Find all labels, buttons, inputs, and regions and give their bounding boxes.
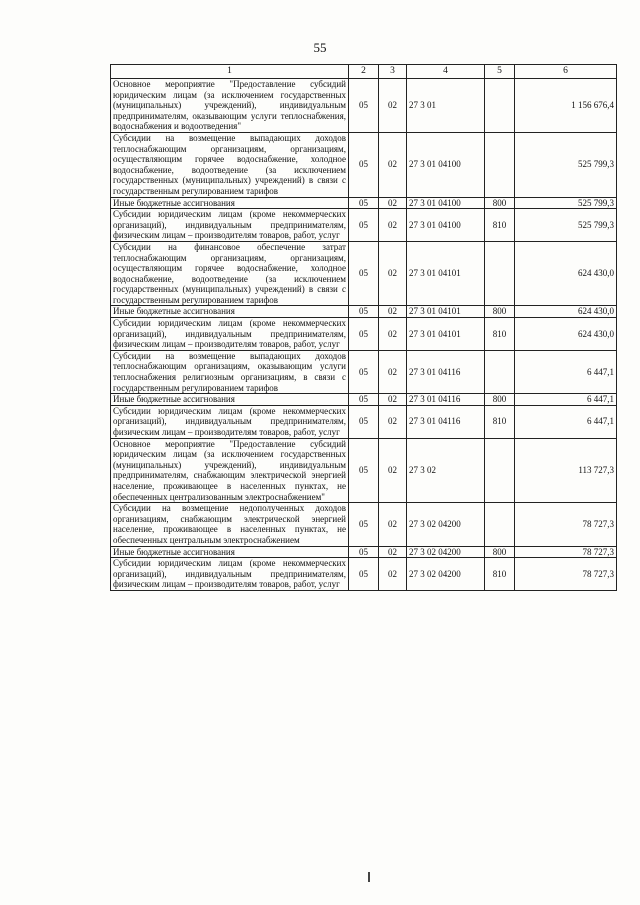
row-target-code: 27 3 02 04200 (407, 558, 485, 591)
row-amount: 624 430,0 (515, 306, 617, 318)
row-expense-type: 810 (485, 558, 515, 591)
row-target-code: 27 3 01 04100 (407, 132, 485, 197)
row-target-code: 27 3 01 04101 (407, 241, 485, 306)
row-amount: 525 799,3 (515, 197, 617, 209)
row-section: 05 (349, 197, 379, 209)
row-section: 05 (349, 546, 379, 558)
row-name: Субсидии на возмещение выпадающих доходов теплоснабжающим организациям, оказывающим услуги теплоснабжения религиозным организациям, в связи с государственным регулированием тарифов (111, 350, 349, 393)
table-row (111, 197, 617, 209)
header-col-6: 6 (515, 65, 617, 79)
row-name: Основное мероприятие "Предоставление субсидий юридическим лицам (за исключением государственных (муниципальных) учреждений), индивидуальным предпринимателям, оказывающим услуги теплоснабжения, водоснабжения и водоотведения" (111, 79, 349, 133)
row-amount: 78 727,3 (515, 546, 617, 558)
row-subsection: 02 (379, 132, 407, 197)
row-section: 05 (349, 438, 379, 503)
row-amount: 624 430,0 (515, 318, 617, 351)
header-col-5: 5 (485, 65, 515, 79)
row-target-code: 27 3 01 04116 (407, 350, 485, 393)
row-subsection: 02 (379, 79, 407, 133)
table-row (111, 503, 617, 546)
row-target-code: 27 3 01 04101 (407, 306, 485, 318)
row-section: 05 (349, 503, 379, 546)
row-name: Субсидии юридическим лицам (кроме некоммерческих организаций), индивидуальным предпринимателям, физическим лицам – производителям товаров, работ, услуг (111, 558, 349, 591)
row-name: Субсидии на возмещение недополученных доходов организациям, снабжающим электрической энергией население, проживающее в населенных пунктах, не обеспеченных центральным электроснабжением (111, 503, 349, 546)
table-header-row (111, 65, 617, 79)
row-target-code: 27 3 01 04101 (407, 318, 485, 351)
table-row (111, 209, 617, 242)
row-name: Основное мероприятие "Предоставление субсидий юридическим лицам (за исключением государственных (муниципальных) учреждений), индивидуальным предпринимателям, снабжающим электрической энергией население, проживающее в населенных пунктах, не обеспеченных централизованным электроснабжением" (111, 438, 349, 503)
row-expense-type: 800 (485, 197, 515, 209)
row-name: Иные бюджетные ассигнования (111, 394, 349, 406)
row-expense-type: 800 (485, 394, 515, 406)
row-name: Иные бюджетные ассигнования (111, 197, 349, 209)
row-amount: 6 447,1 (515, 350, 617, 393)
page-number: 55 (313, 40, 327, 55)
row-name: Субсидии юридическим лицам (кроме некоммерческих организаций), индивидуальным предпринимателям, физическим лицам – производителям товаров, работ, услуг (111, 405, 349, 438)
table-row (111, 350, 617, 393)
row-expense-type (485, 503, 515, 546)
row-target-code: 27 3 01 04100 (407, 209, 485, 242)
row-section: 05 (349, 405, 379, 438)
row-subsection: 02 (379, 350, 407, 393)
row-target-code: 27 3 01 04116 (407, 394, 485, 406)
row-subsection: 02 (379, 558, 407, 591)
row-expense-type (485, 438, 515, 503)
row-target-code: 27 3 02 (407, 438, 485, 503)
table-row (111, 546, 617, 558)
row-expense-type (485, 79, 515, 133)
row-section: 05 (349, 558, 379, 591)
table-row (111, 79, 617, 133)
table-row (111, 405, 617, 438)
row-target-code: 27 3 02 04200 (407, 546, 485, 558)
row-name: Субсидии юридическим лицам (кроме некоммерческих организаций), индивидуальным предпринимателям, физическим лицам – производителям товаров, работ, услуг (111, 209, 349, 242)
row-expense-type: 810 (485, 209, 515, 242)
row-amount: 78 727,3 (515, 503, 617, 546)
header-col-1: 1 (111, 65, 349, 79)
row-subsection: 02 (379, 318, 407, 351)
table-row (111, 558, 617, 591)
row-amount: 78 727,3 (515, 558, 617, 591)
row-subsection: 02 (379, 306, 407, 318)
table-row (111, 318, 617, 351)
table-row (111, 132, 617, 197)
scan-mark (368, 872, 370, 882)
row-target-code: 27 3 01 (407, 79, 485, 133)
row-subsection: 02 (379, 503, 407, 546)
row-section: 05 (349, 209, 379, 242)
row-subsection: 02 (379, 209, 407, 242)
row-subsection: 02 (379, 394, 407, 406)
row-amount: 525 799,3 (515, 132, 617, 197)
row-amount: 6 447,1 (515, 394, 617, 406)
row-expense-type (485, 241, 515, 306)
header-col-4: 4 (407, 65, 485, 79)
row-subsection: 02 (379, 241, 407, 306)
row-amount: 6 447,1 (515, 405, 617, 438)
table-row (111, 394, 617, 406)
row-name: Иные бюджетные ассигнования (111, 306, 349, 318)
row-section: 05 (349, 306, 379, 318)
table-row (111, 241, 617, 306)
row-expense-type: 810 (485, 318, 515, 351)
row-subsection: 02 (379, 405, 407, 438)
budget-table (110, 64, 617, 591)
row-amount: 1 156 676,4 (515, 79, 617, 133)
row-name: Иные бюджетные ассигнования (111, 546, 349, 558)
row-subsection: 02 (379, 197, 407, 209)
row-subsection: 02 (379, 438, 407, 503)
row-section: 05 (349, 132, 379, 197)
table-row (111, 306, 617, 318)
row-amount: 624 430,0 (515, 241, 617, 306)
row-subsection: 02 (379, 546, 407, 558)
row-name: Субсидии на финансовое обеспечение затрат теплоснабжающим организациям, организациям, осуществляющим горячее водоснабжение, холодное водоснабжение, водоотведение (за исключением государственных (муниципальных) учреждений) в связи с государственным регулированием тарифов (111, 241, 349, 306)
row-section: 05 (349, 394, 379, 406)
table-row (111, 438, 617, 503)
row-expense-type: 800 (485, 306, 515, 318)
row-target-code: 27 3 01 04100 (407, 197, 485, 209)
row-amount: 113 727,3 (515, 438, 617, 503)
header-col-2: 2 (349, 65, 379, 79)
row-section: 05 (349, 241, 379, 306)
row-expense-type: 800 (485, 546, 515, 558)
row-section: 05 (349, 79, 379, 133)
row-expense-type (485, 132, 515, 197)
row-expense-type (485, 350, 515, 393)
row-section: 05 (349, 350, 379, 393)
header-col-3: 3 (379, 65, 407, 79)
row-name: Субсидии юридическим лицам (кроме некоммерческих организаций), индивидуальным предпринимателям, физическим лицам – производителям товаров, работ, услуг (111, 318, 349, 351)
row-expense-type: 810 (485, 405, 515, 438)
row-target-code: 27 3 02 04200 (407, 503, 485, 546)
row-amount: 525 799,3 (515, 209, 617, 242)
row-section: 05 (349, 318, 379, 351)
row-target-code: 27 3 01 04116 (407, 405, 485, 438)
row-name: Субсидии на возмещение выпадающих доходов теплоснабжающим организациям, организациям, осуществляющим горячее водоснабжение, холодное водоснабжение, водоотведение (за исключением государственных (муниципальных) учреждений) в связи с государственным регулированием тарифов (111, 132, 349, 197)
